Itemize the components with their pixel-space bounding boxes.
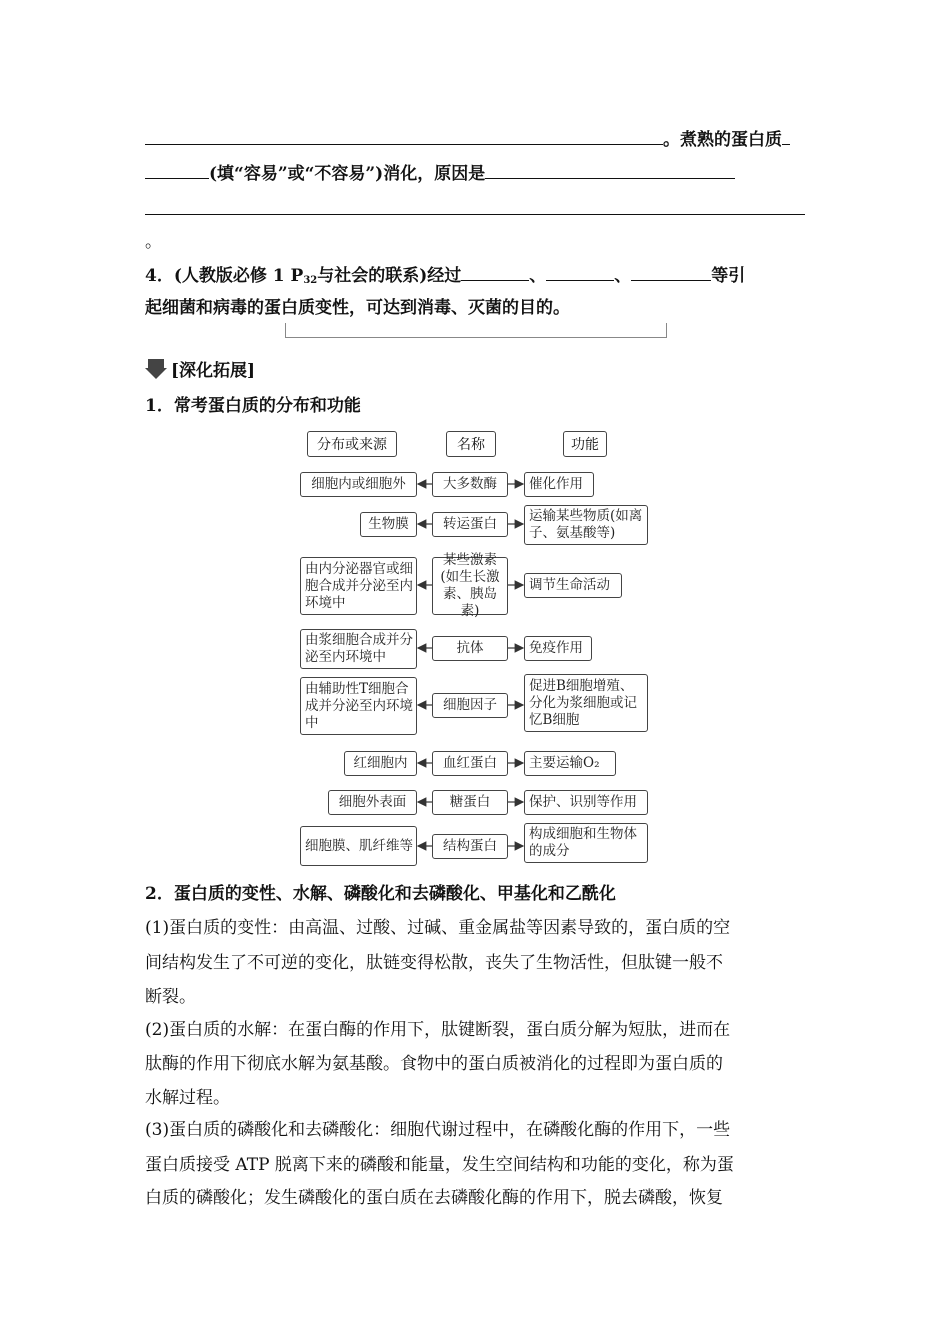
source-box: 生物膜 <box>360 512 417 537</box>
item-2-title: 2．蛋白质的变性、水解、磷酸化和去磷酸化、甲基化和乙酰化 <box>145 884 616 904</box>
protein-name-box: 糖蛋白 <box>432 790 508 815</box>
protein-name-box: 某些激素(如生长激素、胰岛素) <box>432 557 508 615</box>
q3-line-4: 。 <box>145 232 162 252</box>
function-box: 主要运输O₂ <box>524 751 616 776</box>
protein-name-box: 血红蛋白 <box>432 751 508 776</box>
source-box: 细胞外表面 <box>328 790 417 815</box>
protein-name-box: 大多数酶 <box>432 472 508 497</box>
paragraph-line: (1)蛋白质的变性：由高温、过酸、过碱、重金属盐等因素导致的，蛋白质的空 <box>145 918 731 938</box>
q4-line-1: 4．(人教版必修 1 $P_{32}$与社会的联系)经过 、 、 等引 <box>145 262 807 293</box>
function-box: 运输某些物质(如离子、氨基酸等) <box>524 505 648 545</box>
header-name: 名称 <box>446 431 496 457</box>
protein-name-box: 抗体 <box>432 636 508 661</box>
q4-line-2: 起细菌和病毒的蛋白质变性，可达到消毒、灭菌的目的。 <box>145 298 570 318</box>
function-box: 催化作用 <box>524 472 594 497</box>
function-box: 调节生命活动 <box>524 573 622 598</box>
paragraph-line: (3)蛋白质的磷酸化和去磷酸化：细胞代谢过程中，在磷酸化酶的作用下，一些 <box>145 1120 731 1140</box>
function-box: 构成细胞和生物体的成分 <box>524 823 648 863</box>
function-box: 促进B细胞增殖、分化为浆细胞或记忆B细胞 <box>524 674 648 732</box>
item-1-title: 1．常考蛋白质的分布和功能 <box>145 396 361 416</box>
source-box: 由内分泌器官或细胞合成并分泌至内环境中 <box>300 557 417 615</box>
section-title: [深化拓展] <box>145 356 255 381</box>
source-box: 红细胞内 <box>344 751 417 776</box>
paragraph-line: 间结构发生了不可逆的变化，肽链变得松散，丧失了生物活性，但肽键一般不 <box>145 953 723 973</box>
source-box: 由浆细胞合成并分泌至内环境中 <box>300 629 417 669</box>
header-function: 功能 <box>563 431 607 457</box>
source-box: 由辅助性T细胞合成并分泌至内环境中 <box>300 677 417 735</box>
paragraph-line: 水解过程。 <box>145 1088 230 1108</box>
header-source: 分布或来源 <box>307 431 397 457</box>
paragraph-line: 断裂。 <box>145 987 196 1007</box>
q3-line-1: 。煮熟的蛋白质 <box>145 126 807 152</box>
protein-name-box: 转运蛋白 <box>432 512 508 537</box>
source-box: 细胞膜、肌纤维等 <box>300 826 417 866</box>
function-box: 免疫作用 <box>524 636 592 661</box>
paragraph-line: 白质的磷酸化；发生磷酸化的蛋白质在去磷酸化酶的作用下，脱去磷酸，恢复 <box>145 1188 723 1208</box>
protein-name-box: 细胞因子 <box>432 693 508 718</box>
protein-name-box: 结构蛋白 <box>432 834 508 859</box>
function-box: 保护、识别等作用 <box>524 790 648 815</box>
source-box: 细胞内或细胞外 <box>300 472 417 497</box>
paragraph-line: 蛋白质接受 ATP 脱离下来的磷酸和能量，发生空间结构和功能的变化，称为蛋 <box>145 1155 734 1175</box>
paragraph-line: (2)蛋白质的水解：在蛋白酶的作用下，肽键断裂，蛋白质分解为短肽，进而在 <box>145 1020 731 1040</box>
paragraph-line: 肽酶的作用下彻底水解为氨基酸。食物中的蛋白质被消化的过程即为蛋白质的 <box>145 1054 723 1074</box>
q3-line-2: (填“容易”或“不容易”)消化，原因是 <box>145 160 807 186</box>
